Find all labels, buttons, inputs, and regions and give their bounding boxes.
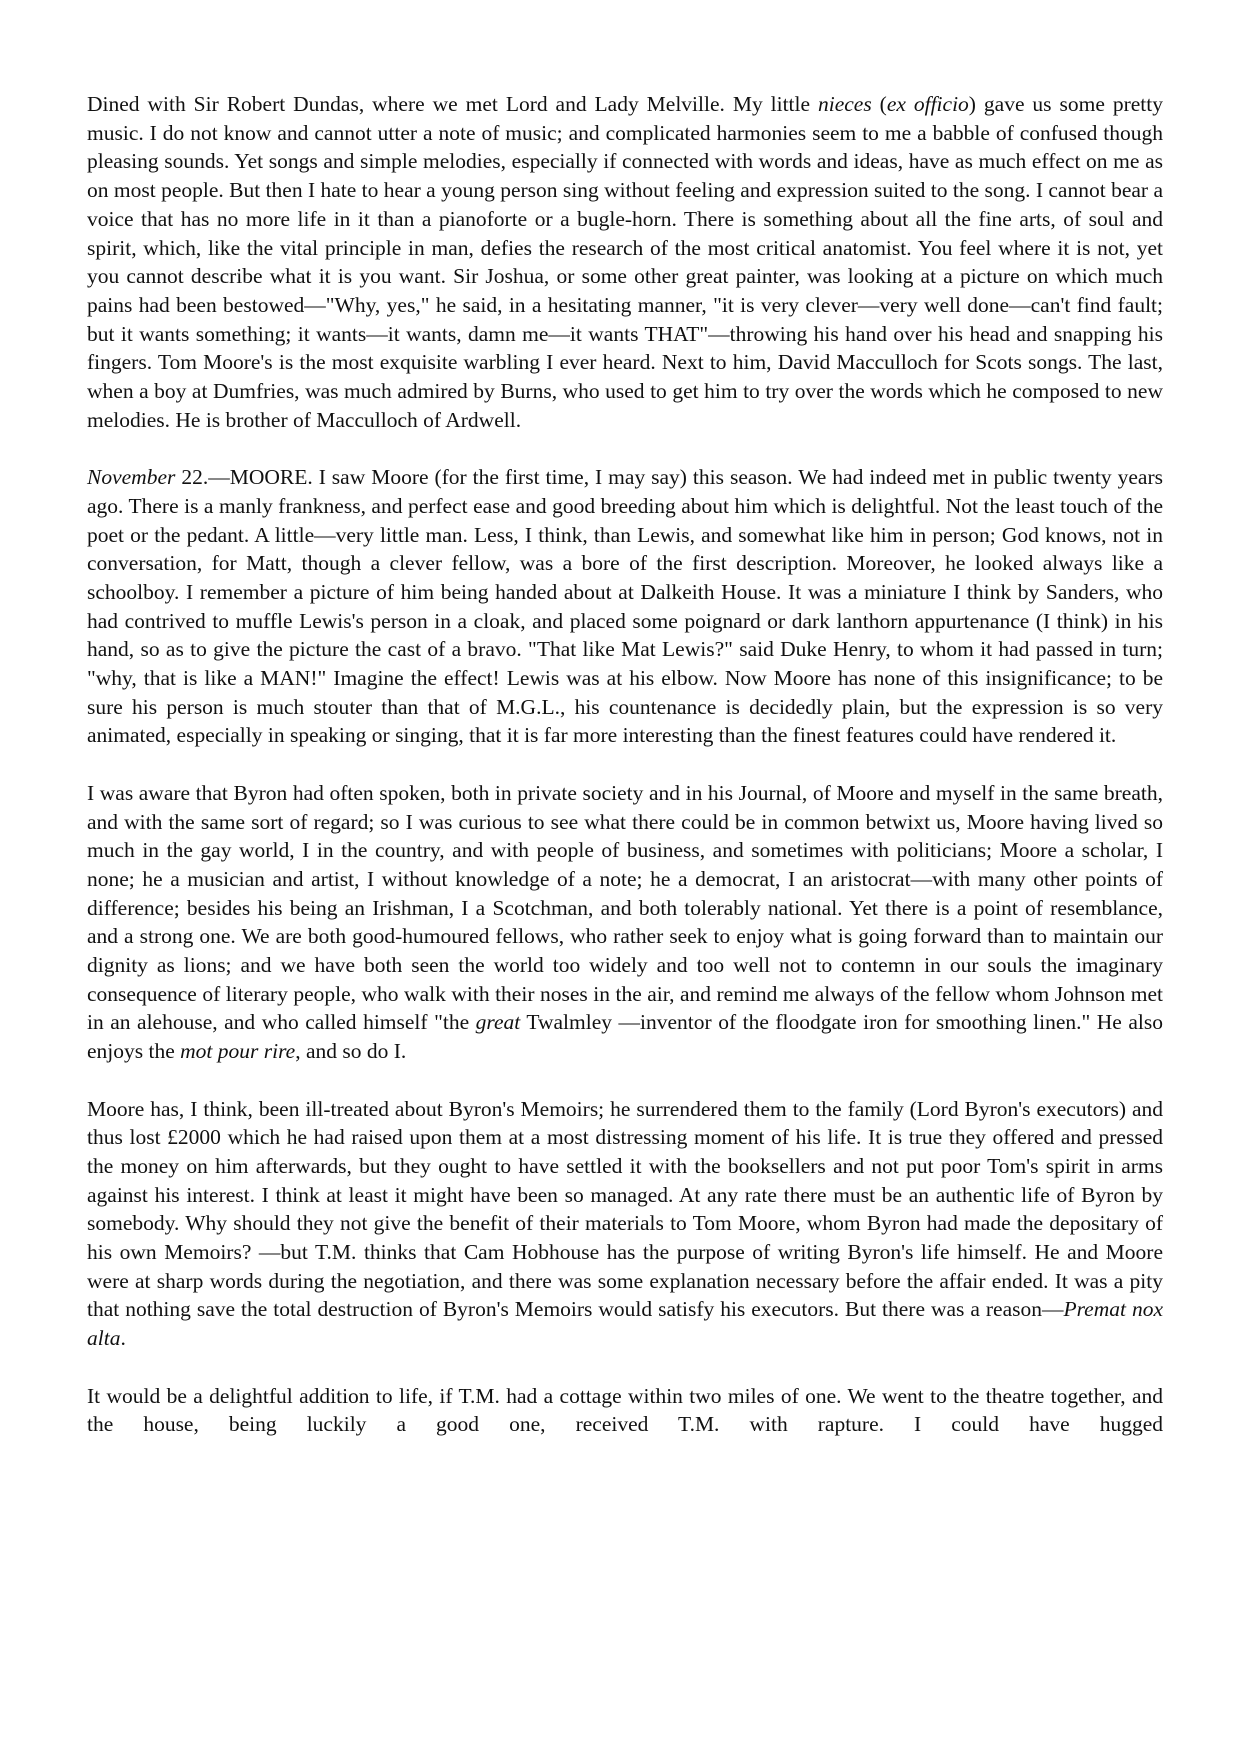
italic-segment: ex officio [886,92,969,116]
paragraph-november-moore [87,463,1163,750]
italic-segment: mot pour rire [180,1039,296,1064]
text-segment: It would be a delightful addition to life, if T.M. had a cottage within two miles of one. We went to the theatre together, and the house, being luckily a good one, received T.M. with rapture. I could have hugged [87,1383,1163,1437]
document-page [87,90,1163,1439]
text-segment: . [120,1326,126,1351]
text-segment: Moore has, I think, been ill-treated about Byron's Memoirs; he surrendered them to the family (Lord Byron's executors) and thus lost £2000 which he had raised upon them at a most distressing moment of his life. It is true they offered and pressed the money on him afterwards, but they ought to have settled it with the booksellers and not put poor Tom's spirit in arms against his interest. I think at least it might have been so managed. At any rate there must be an authentic life of Byron by somebody. Why should they not give the benefit of their materials to Tom Moore, whom Byron had made the depositary of his own Memoirs? —but T.M. thinks that Cam Hobhouse has the purpose of writing Byron's life himself. He and Moore were at sharp words during the negotiation, and there was some explanation necessary before the affair ended. It was a pity that nothing save the total destruction of Byron's Memoirs would satisfy his executors. But there was a reason— [87,1096,1163,1322]
paragraph-dundas-dinner [87,90,1163,434]
italic-segment: November [87,465,176,490]
text-segment: I was aware that Byron had often spoken, both in private society and in his Journal, of Moore and myself in the same breath, and with the same sort of regard; so I was curious to see what there could be in common betwixt us, Moore having lived so much in the gay world, I in the country, and with people of business, and sometimes with politicians; Moore a scholar, I none; he a musician and artist, I without knowledge of a note; he a democrat, I an aristocrat—with many other points of difference; besides his being an Irishman, I a Scotchman, and both tolerably national. Yet there is a point of resemblance, and a strong one. We are both good-humoured fellows, who rather seek to enjoy what is going forward than to maintain our dignity as lions; and we have both seen the world too widely and too well not to contemn in our souls the imaginary consequence of literary people, who walk with their noses in the air, and remind me always of the fellow whom Johnson met in an alehouse, and who called himself "the [87,780,1163,1035]
text-segment: , and so do I. [295,1039,407,1064]
paragraph-cottage-theatre [87,1382,1163,1439]
paragraph-byron-comparison [87,779,1163,1066]
italic-segment: Premat nox alta [87,1297,1163,1351]
text-segment: Twalmley —inventor of the floodgate iron for smoothing linen." He also enjoys the [87,1010,1163,1064]
text-segment: Dined with Sir Robert Dundas, where we met Lord and Lady Melville. My little [87,92,818,116]
italic-segment: nieces [818,92,872,116]
paragraph-byron-memoirs [87,1095,1163,1353]
text-segment: ) gave us some pretty music. I do not know and cannot utter a note of music; and complicated harmonies seem to me a babble of confused though pleasing sounds. Yet songs and simple melodies, especially if connected with words and ideas, have as much effect on me as on most people. But then I hate to hear a young person sing without feeling and expression suited to the song. I cannot bear a voice that has no more life in it than a pianoforte or a bugle-horn. There is something about all the fine arts, of soul and spirit, which, like the vital principle in man, defies the research of the most critical anatomist. You feel where it is not, yet you cannot describe what it is you want. Sir Joshua, or some other great painter, was looking at a picture on which much pains had been bestowed—"Why, yes," he said, in a hesitating manner, "it is very clever—very well done—can't find fault; but it wants something; it wants—it wants, damn me—it wants THAT"—throwing his hand over his head and snapping his fingers. Tom Moore's is the most exquisite warbling I ever heard. Next to him, David Macculloch for Scots songs. The last, when a boy at Dumfries, was much admired by Burns, who used to get him to try over the words which he composed to new melodies. He is brother of Macculloch of Ardwell. [87,92,1163,432]
italic-segment: great [475,1010,521,1035]
text-segment: ( [871,92,887,116]
text-segment: 22.—MOORE. I saw Moore (for the first time, I may say) this season. We had indeed met in public twenty years ago. There is a manly frankness, and perfect ease and good breeding about him which is delightful. Not the least touch of the poet or the pedant. A little—very little man. Less, I think, than Lewis, and somewhat like him in person; God knows, not in conversation, for Matt, though a clever fellow, was a bore of the first description. Moreover, he looked always like a schoolboy. I remember a picture of him being handed about at Dalkeith House. It was a miniature I think by Sanders, who had contrived to muffle Lewis's person in a cloak, and placed some poignard or dark lanthorn appurtenance (I think) in his hand, so as to give the picture the cast of a bravo. "That like Mat Lewis?" said Duke Henry, to whom it had passed in turn; "why, that is like a MAN!" Imagine the effect! Lewis was at his elbow. Now Moore has none of this insignificance; to be sure his person is much stouter than that of M.G.L., his countenance is decidedly plain, but the expression is so very animated, especially in speaking or singing, that it is far more interesting than the finest features could have rendered it. [87,465,1163,748]
